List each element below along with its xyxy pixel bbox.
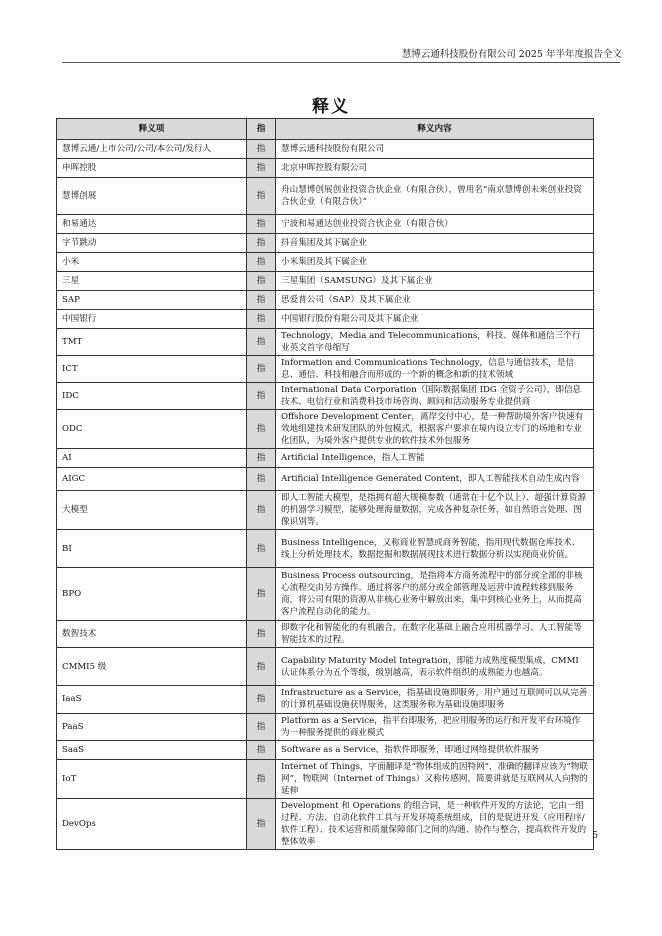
glossary-definition: Internet of Things，字面翻译是“物体组成的因特网”，准确的翻译应该为“物联网”，物联网（Internet of Things）又称传感网，简要讲就是互联网从人向物的延伸 — [276, 759, 594, 798]
table-row — [57, 310, 594, 329]
glossary-term: 小米 — [57, 253, 247, 272]
ref-marker: 指 — [247, 449, 276, 468]
ref-marker: 指 — [247, 798, 276, 849]
glossary-definition: Infrastructure as a Service，指基础设施即服务，用户通过互联网可以从完善的计算机基础设施获得服务，这类服务称为基础设施即服务 — [276, 686, 594, 713]
glossary-definition: 小米集团及其下属企业 — [276, 253, 594, 272]
ref-marker: 指 — [247, 410, 276, 449]
table-row — [57, 648, 594, 686]
table-row — [57, 621, 594, 648]
table-row — [57, 356, 594, 383]
header-ref: 指 — [247, 119, 276, 140]
page-header: 慧博云通科技股份有限公司 2025 年半年度报告全文 — [401, 49, 622, 60]
ref-marker: 指 — [247, 530, 276, 568]
table-row — [57, 178, 594, 215]
glossary-definition: 慧博云通科技股份有限公司 — [276, 140, 594, 159]
table-header-row — [57, 119, 594, 140]
table-row — [57, 272, 594, 291]
table-row — [57, 140, 594, 159]
glossary-definition: 抖音集团及其下属企业 — [276, 234, 594, 253]
glossary-definition: Business Process outsourcing，是指将本方商务流程中的部分或全部的非核心流程交由另方操作。通过将客户的部分或全部管理及运营中流程转移到服务商，将公司有限的资源从非核心业务中解放出来，集中到核心业务上，从而提高客户流程自动化的能力。 — [276, 568, 594, 621]
glossary-term: IoT — [57, 759, 247, 798]
glossary-definition: Information and Communications Technology，信息与通信技术，是信息、通信、科技相融合而形成的一个新的概念和新的技术领域 — [276, 356, 594, 383]
glossary-definition: 北京申晖控股有限公司 — [276, 159, 594, 178]
ref-marker: 指 — [247, 140, 276, 159]
ref-marker: 指 — [247, 713, 276, 740]
ref-marker: 指 — [247, 383, 276, 410]
table-row — [57, 740, 594, 759]
table-row — [57, 530, 594, 568]
glossary-definition: Offshore Development Center，离岸交付中心，是一种帮助境外客户快速有效地组建技术研发团队的外包模式，根据客户要求在境内设立专门的场地和专业化团队，为境外客户提供专业的软件技术外包服务 — [276, 410, 594, 449]
ref-marker: 指 — [247, 621, 276, 648]
glossary-term: IDC — [57, 383, 247, 410]
glossary-definition: Business Intelligence，又称商业智慧或商务智能，指用现代数据仓库技术、线上分析处理技术、数据挖掘和数据展现技术进行数据分析以实现商业价值。 — [276, 530, 594, 568]
table-row — [57, 329, 594, 356]
header-definition: 释义内容 — [276, 119, 594, 140]
page-title: 释义 — [312, 97, 350, 117]
glossary-term: ODC — [57, 410, 247, 449]
glossary-definition: 即人工智能大模型，是指拥有超大规模参数（通常在十亿个以上）、超强计算资源的机器学习模型，能够处理海量数据，完成各种复杂任务，如自然语言处理、图像识别等。 — [276, 491, 594, 530]
table-row — [57, 449, 594, 468]
glossary-term: 三星 — [57, 272, 247, 291]
table-row — [57, 383, 594, 410]
ref-marker: 指 — [247, 491, 276, 530]
ref-marker: 指 — [247, 234, 276, 253]
glossary-term: 申晖控股 — [57, 159, 247, 178]
glossary-term: AI — [57, 449, 247, 468]
table-row — [57, 798, 594, 849]
glossary-term: SaaS — [57, 740, 247, 759]
glossary-term: 中国银行 — [57, 310, 247, 329]
table-row — [57, 291, 594, 310]
table-row — [57, 568, 594, 621]
glossary-definition: 即数字化和智能化的有机融合，在数字化基础上融合应用机器学习、人工智能等智能技术的过程。 — [276, 621, 594, 648]
header-term: 释义项 — [57, 119, 247, 140]
table-row — [57, 713, 594, 740]
glossary-term: IaaS — [57, 686, 247, 713]
table-row — [57, 410, 594, 449]
glossary-term: BI — [57, 530, 247, 568]
ref-marker: 指 — [247, 356, 276, 383]
ref-marker: 指 — [247, 468, 276, 491]
table-row — [57, 468, 594, 491]
glossary-definition: Capability Maturity Model Integration，即能力成熟度模型集成，CMMI 认证体系分为五个等级，级别越高，表示软件组织的成熟能力也越高。 — [276, 648, 594, 686]
glossary-term: SAP — [57, 291, 247, 310]
glossary-definition: International Data Corporation（国际数据集团 IDG 全资子公司），即信息技术、电信行业和消费科技市场咨询、顾问和活动服务专业提供商 — [276, 383, 594, 410]
glossary-term: AIGC — [57, 468, 247, 491]
glossary-term: 慧博云通/上市公司/公司/本公司/发行人 — [57, 140, 247, 159]
glossary-definition: Software as a Service，指软件即服务，即通过网络提供软件服务 — [276, 740, 594, 759]
table-row — [57, 215, 594, 234]
ref-marker: 指 — [247, 329, 276, 356]
glossary-definition: 宁波和易通达创业投资合伙企业（有限合伙） — [276, 215, 594, 234]
ref-marker: 指 — [247, 686, 276, 713]
table-row — [57, 491, 594, 530]
glossary-term: BPO — [57, 568, 247, 621]
glossary-definition: 中国银行股份有限公司及其下属企业 — [276, 310, 594, 329]
glossary-definition: Development 和 Operations 的组合词，是一种软件开发的方法论，它由一组过程、方法、自动化软件工具与开发环境系统组成，目的是促进开发（应用程序/软件工程）、技术运营和质量保障部门之间的沟通、协作与整合，提高软件开发的整体效率 — [276, 798, 594, 849]
ref-marker: 指 — [247, 253, 276, 272]
glossary-definition: 三星集团（SAMSUNG）及其下属企业 — [276, 272, 594, 291]
glossary-term: CMMI5 级 — [57, 648, 247, 686]
ref-marker: 指 — [247, 740, 276, 759]
ref-marker: 指 — [247, 310, 276, 329]
page-number: 5 — [592, 831, 598, 841]
ref-marker: 指 — [247, 568, 276, 621]
glossary-term: PaaS — [57, 713, 247, 740]
table-row — [57, 234, 594, 253]
glossary-term: 字节跳动 — [57, 234, 247, 253]
ref-marker: 指 — [247, 648, 276, 686]
table-row — [57, 759, 594, 798]
table-row — [57, 159, 594, 178]
header-rule — [62, 62, 620, 63]
glossary-term: DevOps — [57, 798, 247, 849]
glossary-definition: Platform as a Service，指平台即服务，把应用服务的运行和开发平台环境作为一种服务提供的商业模式 — [276, 713, 594, 740]
ref-marker: 指 — [247, 178, 276, 215]
glossary-definition: 思爱普公司（SAP）及其下属企业 — [276, 291, 594, 310]
ref-marker: 指 — [247, 215, 276, 234]
glossary-term: 大模型 — [57, 491, 247, 530]
glossary-definition: 舟山慧博创展创业投资合伙企业（有限合伙），曾用名“南京慧博创未来创业投资合伙企业（有限合伙）” — [276, 178, 594, 215]
glossary-table — [56, 118, 594, 850]
glossary-term: 慧博创展 — [57, 178, 247, 215]
ref-marker: 指 — [247, 291, 276, 310]
table-row — [57, 253, 594, 272]
glossary-term: ICT — [57, 356, 247, 383]
glossary-definition: Artificial Intelligence Generated Content，即人工智能技术自动生成内容 — [276, 468, 594, 491]
ref-marker: 指 — [247, 159, 276, 178]
glossary-definition: Technology，Media and Telecommunications，科技、媒体和通信三个行业英文首字母缩写 — [276, 329, 594, 356]
glossary-term: TMT — [57, 329, 247, 356]
glossary-definition: Artificial Intelligence，指人工智能 — [276, 449, 594, 468]
ref-marker: 指 — [247, 759, 276, 798]
ref-marker: 指 — [247, 272, 276, 291]
glossary-term: 和易通达 — [57, 215, 247, 234]
table-row — [57, 686, 594, 713]
glossary-term: 数智技术 — [57, 621, 247, 648]
